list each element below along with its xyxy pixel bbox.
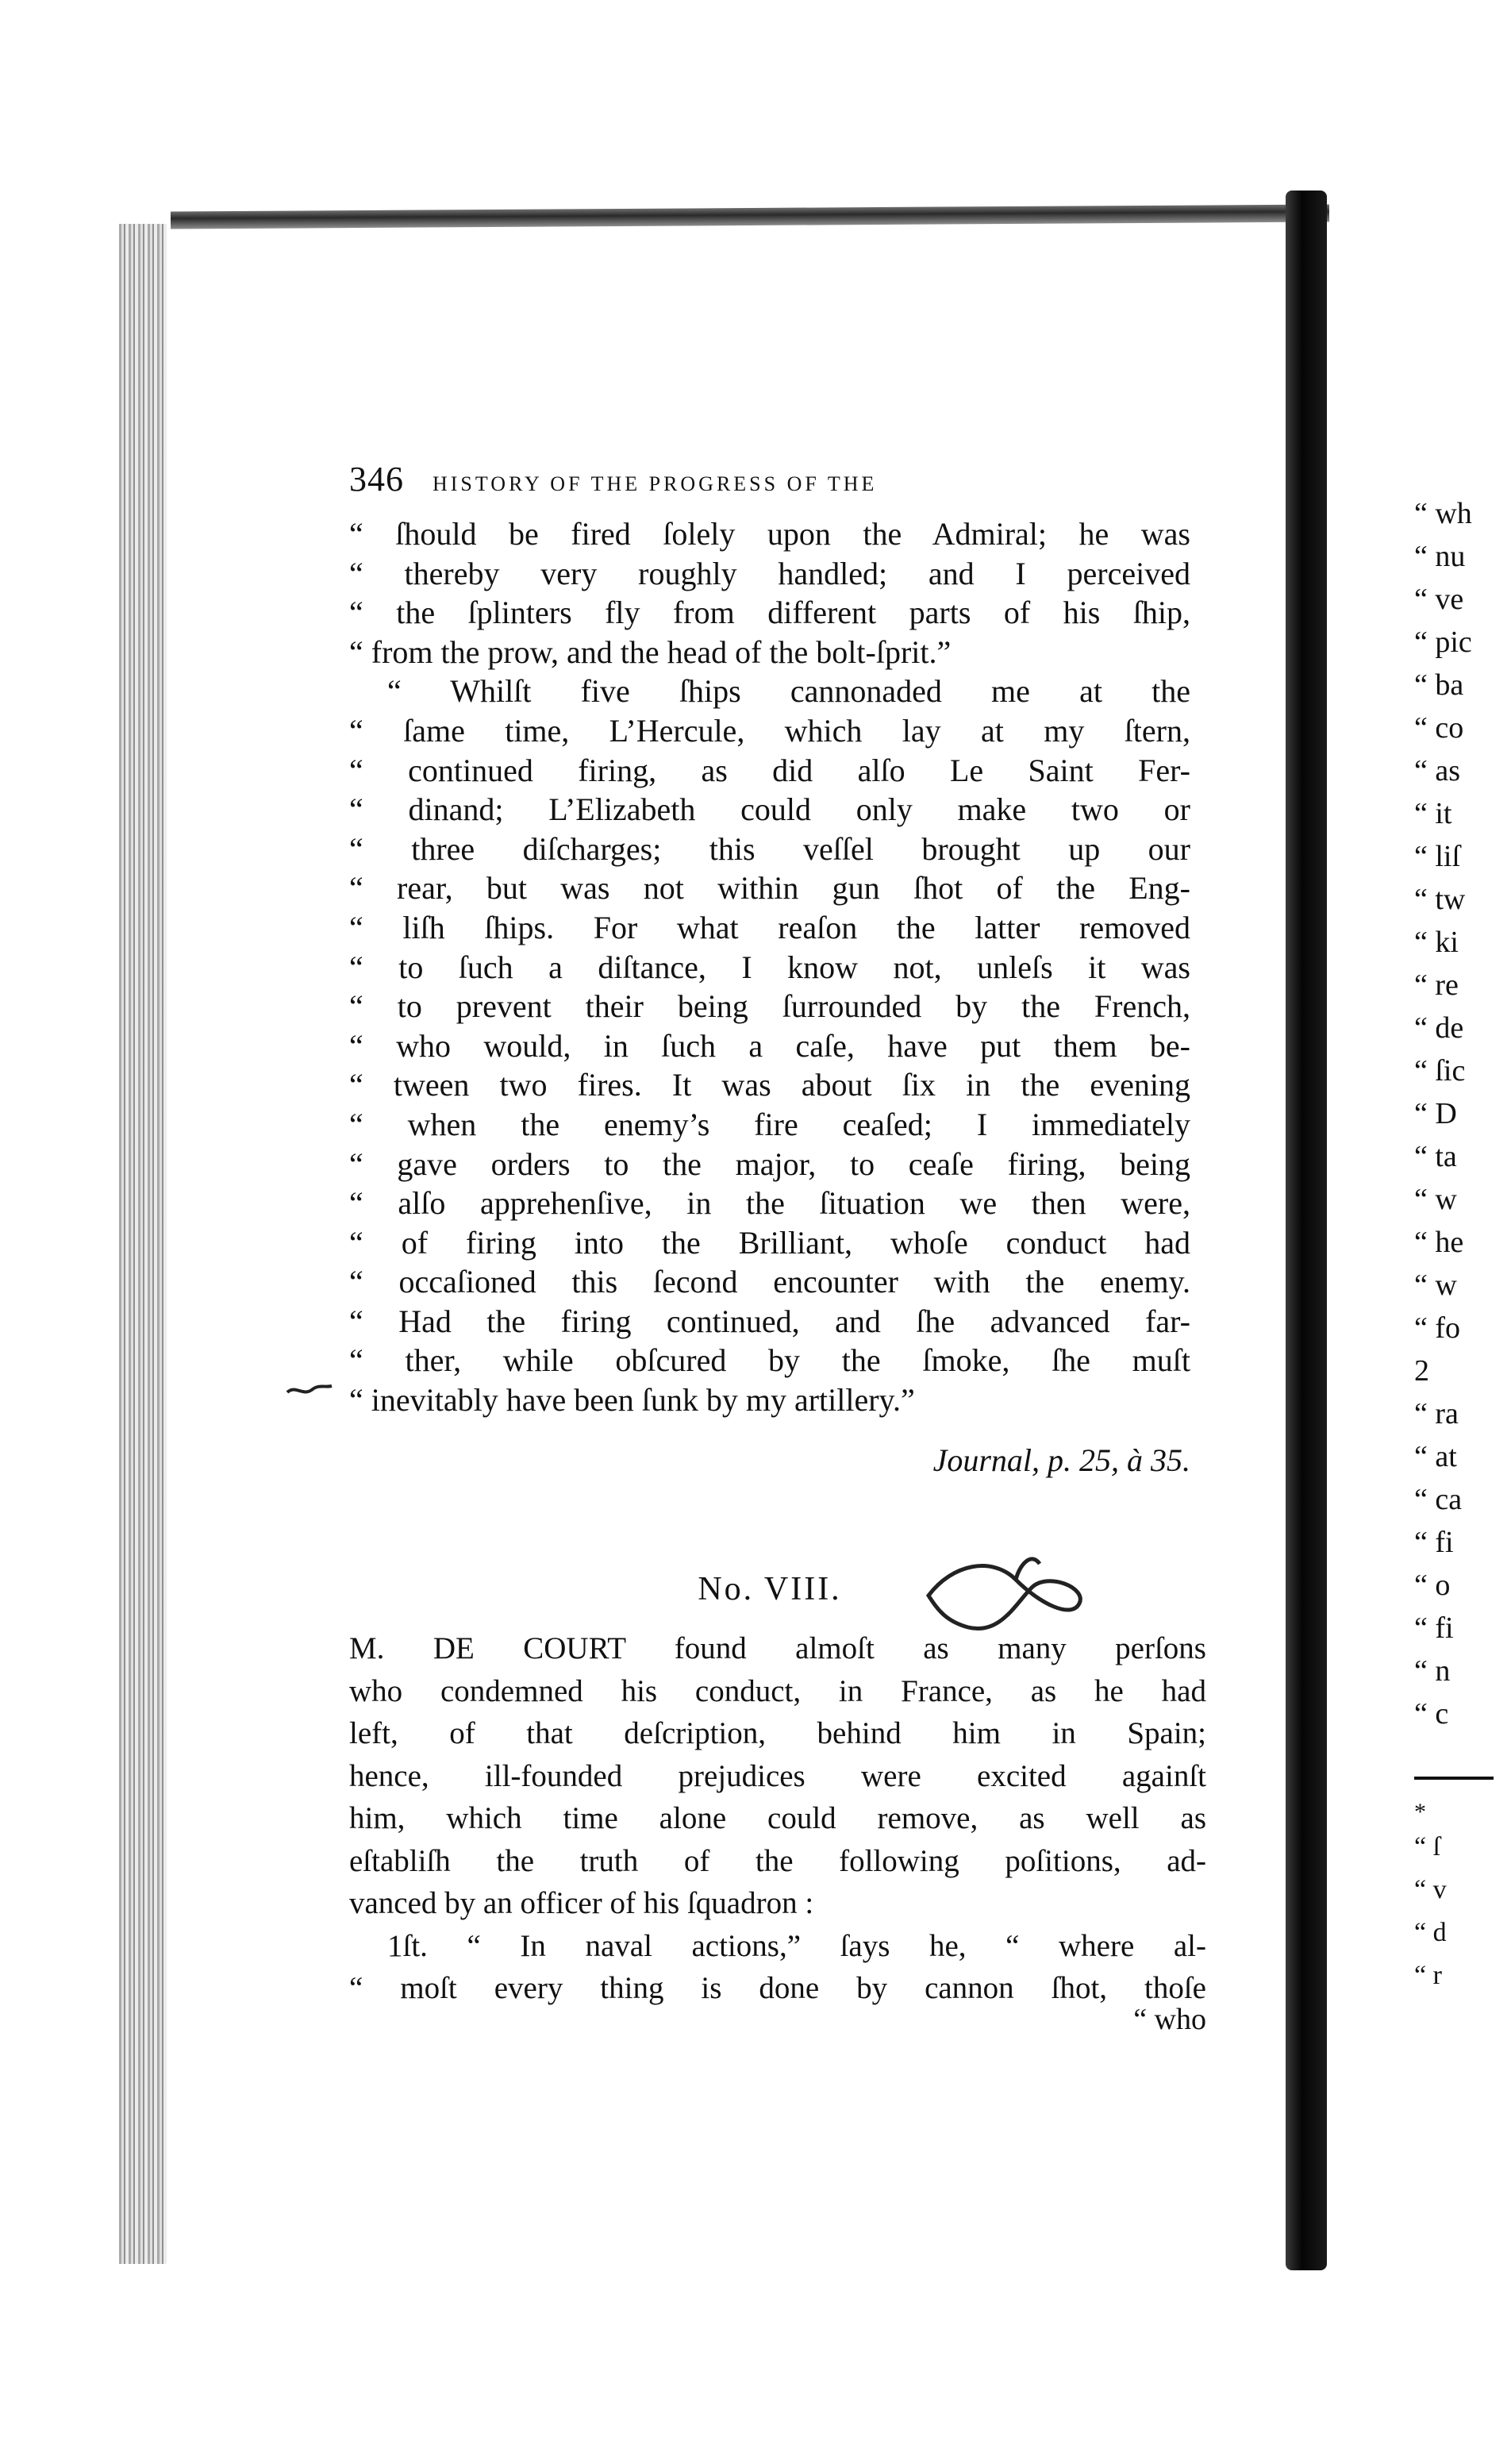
right-page-line: “ fi <box>1414 1526 1454 1559</box>
quoted-passage <box>349 514 1190 1420</box>
right-page-line: “ c <box>1414 1697 1449 1731</box>
text-line: him, which time alone could remove, as well as <box>349 1801 1206 1835</box>
right-page-line: “ w <box>1414 1269 1457 1302</box>
right-page-line: “ ta <box>1414 1140 1457 1173</box>
right-page-line: “ wh <box>1414 497 1472 530</box>
right-page-line: “ tw <box>1414 883 1466 916</box>
text-line: who condemned his conduct, in France, as he had <box>349 1673 1206 1708</box>
right-page-footnote-lines <box>1414 1826 1511 1997</box>
text-line: “ three diſcharges; this veſſel brought up our <box>349 830 1190 867</box>
right-page-line: “ ſ <box>1414 1832 1441 1861</box>
text-line: M. DE COURT found almoſt as many perſons <box>349 1631 1206 1665</box>
text-line: “ alſo apprehenſive, in the ſituation we then were, <box>349 1185 1190 1222</box>
text-line: “ gave orders to the major, to ceaſe firing, being <box>349 1145 1190 1182</box>
right-page-fragment <box>1414 492 1511 1997</box>
right-page-line: “ de <box>1414 1011 1464 1045</box>
text-line: eſtabliſh the truth of the following poſitions, ad- <box>349 1843 1206 1878</box>
right-page-line: “ n <box>1414 1654 1451 1688</box>
text-line: “ liſh ſhips. For what reaſon the latter removed <box>349 909 1190 945</box>
text-line: vanced by an officer of his ſquadron : <box>349 1886 814 1920</box>
text-line: “ when the enemy’s fire ceaſed; I immediately <box>349 1106 1190 1142</box>
right-page-line: “ as <box>1414 754 1461 787</box>
right-page-line: “ ſic <box>1414 1054 1466 1088</box>
text-line: “ continued firing, as did alſo Le Saint Fer- <box>349 752 1190 788</box>
text-line: “ the ſplinters fly from different parts of his ſhip, <box>349 595 1190 631</box>
section-heading: No. VIII. <box>698 1571 842 1607</box>
text-line: “ Whilſt five ſhips cannonaded me at the <box>387 673 1190 710</box>
right-page-line: “ D <box>1414 1097 1457 1130</box>
text-line: “ who would, in ſuch a caſe, have put them be- <box>349 1027 1190 1064</box>
right-page-line: “ pic <box>1414 626 1472 659</box>
page-number: 346 <box>349 460 404 499</box>
right-page-line: 2 <box>1414 1354 1429 1388</box>
right-page-line: “ at <box>1414 1440 1457 1473</box>
right-page-line: “ re <box>1414 968 1459 1002</box>
text-line: “ tween two fires. It was about ſix in the evening <box>349 1067 1190 1103</box>
right-page-line: “ fo <box>1414 1311 1461 1345</box>
right-page-line: “ ra <box>1414 1397 1459 1430</box>
text-line: “ to prevent their being ſurrounded by the French, <box>349 988 1190 1025</box>
text-line: “ from the prow, and the head of the bolt-ſprit.” <box>349 633 952 670</box>
section-text <box>349 1627 1206 2010</box>
handwritten-mark <box>921 1548 1095 1651</box>
text-line: 1ſt. “ In naval actions,” ſays he, “ where al- <box>387 1928 1206 1963</box>
right-page-line: “ o <box>1414 1569 1451 1602</box>
citation: Journal, p. 25, à 35. <box>932 1442 1190 1478</box>
right-page-line: “ v <box>1414 1875 1447 1904</box>
right-page-line: “ ki <box>1414 926 1459 959</box>
text-line: “ dinand; L’Elizabeth could only make two or <box>349 791 1190 828</box>
text-line: “ ther, while obſcured by the ſmoke, ſhe muſt <box>349 1342 1190 1379</box>
right-page-lines <box>1414 492 1511 1735</box>
text-line: “ moſt every thing is done by cannon ſhot, thoſe <box>349 1971 1206 2005</box>
right-page-line: “ nu <box>1414 540 1466 573</box>
text-line: “ of firing into the Brilliant, whoſe conduct had <box>349 1224 1190 1261</box>
text-line: “ thereby very roughly handled; and I perceived <box>349 555 1190 591</box>
text-line: “ ſhould be fired ſolely upon the Admiral; he was <box>349 516 1190 552</box>
text-line: “ rear, but was not within gun ſhot of the Eng- <box>349 870 1190 907</box>
text-line: “ occaſioned this ſecond encounter with the enemy. <box>349 1264 1190 1300</box>
right-page-line: “ ca <box>1414 1483 1463 1516</box>
right-page-line: “ he <box>1414 1226 1464 1259</box>
text-line: “ Had the firing continued, and ſhe advanced far- <box>349 1303 1190 1339</box>
text-line: left, of that deſcription, behind him in Spain; <box>349 1716 1206 1750</box>
margin-scribble <box>286 1381 333 1400</box>
right-page-line: “ liſ <box>1414 840 1461 873</box>
right-page-line: “ ve <box>1414 583 1464 616</box>
page-top-edge <box>171 205 1329 229</box>
text-line: “ ſame time, L’Hercule, which lay at my ſtern, <box>349 712 1190 749</box>
catchword: “ who <box>1133 2003 1206 2036</box>
page-left-edge <box>119 224 167 2264</box>
running-head <box>349 459 877 499</box>
right-page-line: “ fi <box>1414 1611 1454 1645</box>
book-gutter <box>1286 191 1327 2270</box>
left-page <box>349 445 1222 2064</box>
right-page-line: “ w <box>1414 1183 1457 1216</box>
footnote-marker: * <box>1414 1799 1426 1825</box>
right-page-line: “ ba <box>1414 668 1464 702</box>
right-page-line: “ it <box>1414 797 1452 830</box>
footnote-rule <box>1414 1777 1494 1780</box>
text-line: “ to ſuch a diſtance, I know not, unleſs it was <box>349 949 1190 985</box>
right-page-line: “ r <box>1414 1961 1442 1990</box>
running-title: HISTORY OF THE PROGRESS OF THE <box>433 472 878 495</box>
text-line: hence, ill-founded prejudices were excited againſt <box>349 1758 1206 1793</box>
right-page-line: “ co <box>1414 711 1464 745</box>
text-line: “ inevitably have been ſunk by my artillery.” <box>349 1382 915 1419</box>
right-page-line: “ d <box>1414 1918 1447 1947</box>
